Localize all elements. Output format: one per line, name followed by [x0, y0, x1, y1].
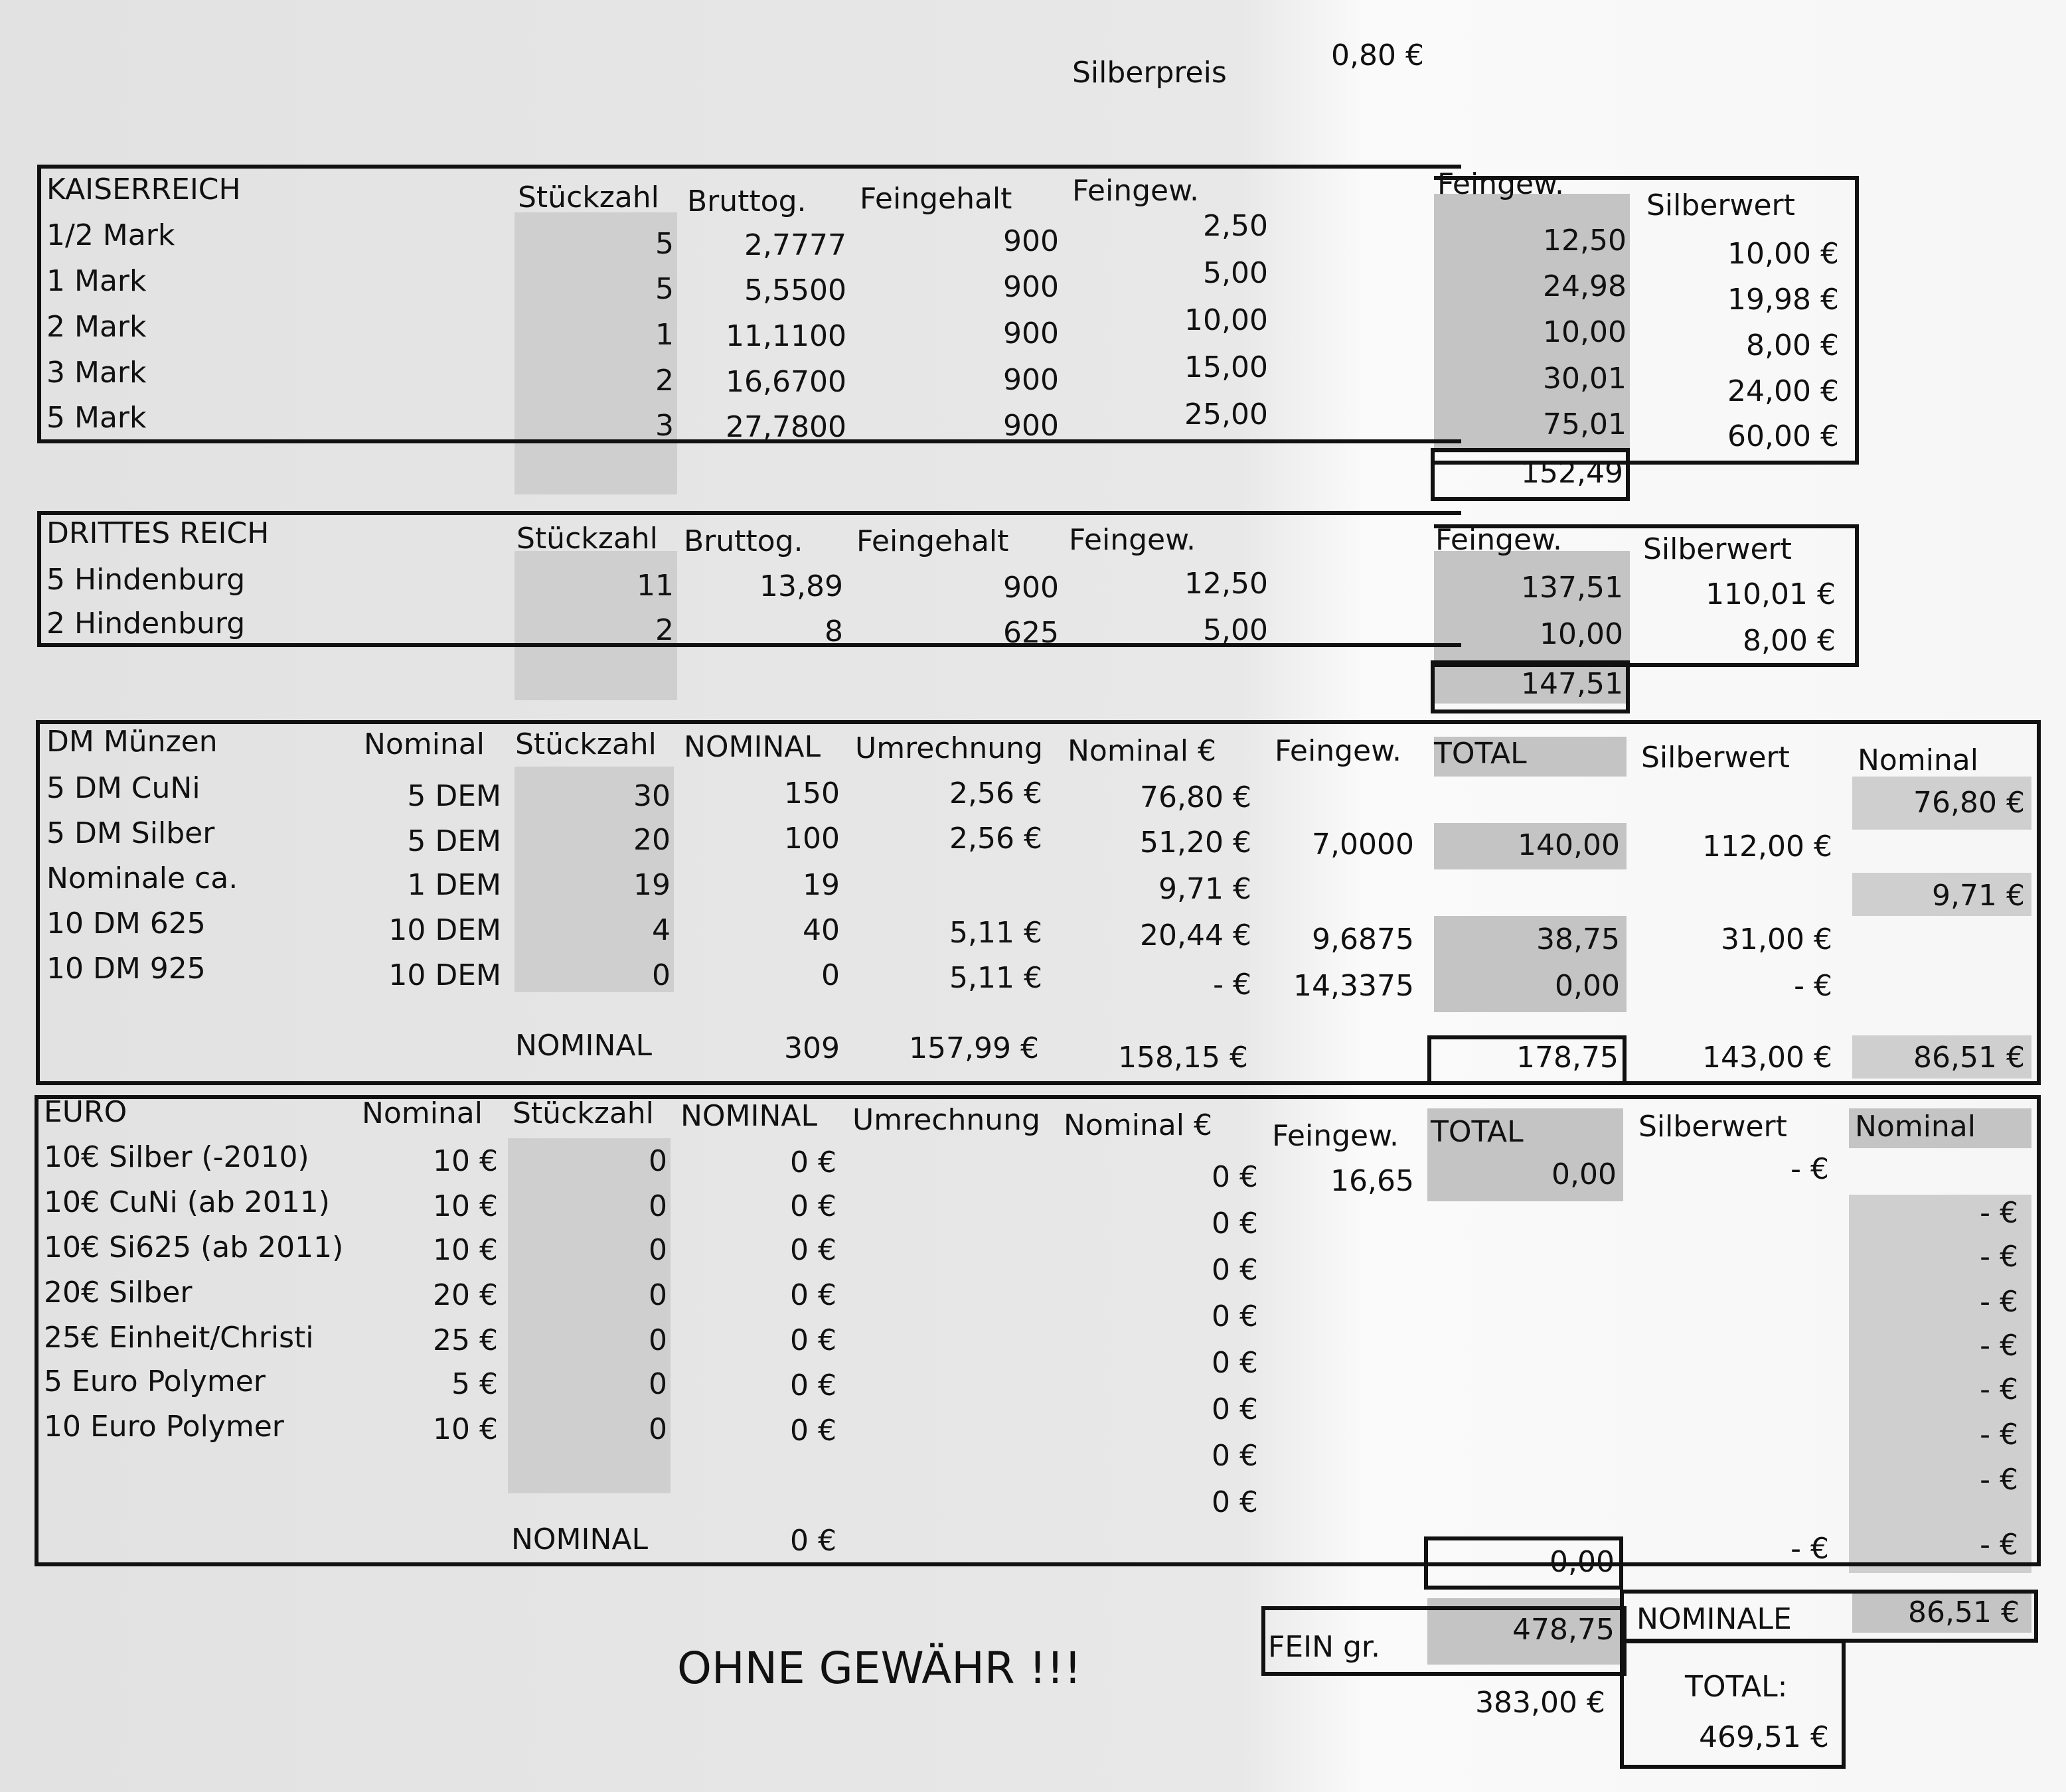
- header-feingew: Feingew.: [1272, 1119, 1399, 1153]
- row-nominal-caps: 150: [784, 777, 840, 810]
- row-name: 20€ Silber: [44, 1276, 193, 1309]
- row-feingew: 14,3375: [1293, 969, 1414, 1003]
- disclaimer: OHNE GEWÄHR !!!: [677, 1643, 1082, 1694]
- row-nominal-caps: 100: [784, 822, 840, 856]
- row-stueckzahl: 0: [649, 1278, 667, 1312]
- row-name: 10 DM 625: [46, 907, 206, 940]
- row-nominal-caps: 0 €: [790, 1369, 836, 1402]
- fein-label: FEIN gr.: [1268, 1630, 1380, 1664]
- header-feingew: Feingew.: [1069, 523, 1196, 557]
- header-stueckzahl: Stückzahl: [516, 522, 658, 556]
- row-feingew: 12,50: [1184, 567, 1268, 601]
- row-nominal: 10 €: [433, 1144, 498, 1178]
- header-nominal: Nominal: [362, 1096, 483, 1130]
- row-bruttog: 13,89: [759, 569, 843, 603]
- euro-footer-total: 0,00: [1550, 1545, 1615, 1579]
- header-stueckzahl: Stückzahl: [513, 1096, 654, 1130]
- row-feingew: 2,50: [1203, 209, 1268, 243]
- header-silberwert: Silberwert: [1641, 741, 1790, 775]
- silver-total-value: 383,00 €: [1475, 1686, 1605, 1720]
- row-feingehalt: 900: [1003, 270, 1059, 304]
- silver-price-label: Silberpreis: [1072, 56, 1227, 90]
- row-nominal: 10 €: [433, 1233, 498, 1267]
- total-value: 469,51 €: [1699, 1720, 1829, 1754]
- row-feingew: 10,00: [1184, 303, 1268, 337]
- dritte-title: DRITTES REICH: [46, 516, 270, 550]
- header-feingew-2: Feingew.: [1437, 167, 1565, 201]
- euro-footer-nominal: 0 €: [790, 1524, 836, 1558]
- header-feingew-2: Feingew.: [1435, 523, 1563, 557]
- row-name: 1/2 Mark: [46, 218, 175, 252]
- total-label: TOTAL:: [1685, 1670, 1788, 1704]
- row-stueckzahl: 0: [652, 958, 671, 992]
- row-feingehalt: 900: [1003, 571, 1059, 605]
- nominale-value: 86,51 €: [1908, 1596, 2020, 1629]
- row-nominal-2: - €: [1980, 1240, 2018, 1274]
- row-nominal-eur: 9,71 €: [1158, 872, 1251, 906]
- row-name: 5 DM Silber: [46, 816, 215, 850]
- row-nominal-2: - €: [1980, 1329, 2018, 1363]
- row-name: 5 DM CuNi: [46, 771, 200, 805]
- row-silberwert: 31,00 €: [1721, 923, 1832, 956]
- row-bruttog: 16,6700: [726, 365, 846, 399]
- row-nominal-caps: 0 €: [790, 1323, 836, 1357]
- row-silberwert: 8,00 €: [1743, 624, 1836, 658]
- euro-extra-nominal-eur-2: 0 €: [1212, 1485, 1258, 1519]
- silver-price-value: 0,80 €: [1331, 38, 1424, 72]
- row-feingew: 5,00: [1203, 256, 1268, 290]
- row-total: 140,00: [1518, 828, 1620, 862]
- row-name: 3 Mark: [46, 356, 147, 390]
- header-nominal: Nominal: [364, 727, 485, 761]
- row-stueckzahl: 2: [655, 613, 674, 647]
- row-nominal-eur: 0 €: [1212, 1300, 1258, 1333]
- row-umrechnung: 2,56 €: [949, 822, 1042, 856]
- dm-footer-umrechnung: 157,99 €: [909, 1031, 1039, 1065]
- row-nominal: 20 €: [433, 1278, 498, 1312]
- row-stueckzahl: 1: [655, 318, 674, 352]
- kaiserreich-title: KAISERREICH: [46, 173, 241, 206]
- dm-footer-nominal: 309: [784, 1031, 840, 1065]
- header-silberwert: Silberwert: [1643, 532, 1792, 566]
- row-stueckzahl: 3: [655, 409, 674, 443]
- row-nominal: 5 DEM: [407, 824, 501, 858]
- dritte-sum: 147,51: [1521, 667, 1623, 701]
- row-stueckzahl: 0: [649, 1323, 667, 1357]
- dm-footer-nominal-eur: 158,15 €: [1118, 1041, 1248, 1075]
- row-stueckzahl: 20: [633, 823, 671, 857]
- row-nominal-eur: 0 €: [1212, 1439, 1258, 1473]
- row-bruttog: 27,7800: [726, 410, 846, 444]
- row-feingew: 15,00: [1184, 350, 1268, 384]
- euro-footer-label: NOMINAL: [511, 1523, 649, 1556]
- row-nominal: 10 DEM: [388, 958, 501, 992]
- row-nominal: 1 DEM: [407, 868, 501, 902]
- row-feingew-2: 75,01: [1543, 408, 1627, 441]
- dm-footer-label: NOMINAL: [515, 1029, 653, 1063]
- row-nominal-eur: 0 €: [1212, 1392, 1258, 1426]
- row-nominal-2: - €: [1980, 1418, 2018, 1452]
- row-name: 10€ Silber (-2010): [44, 1140, 309, 1174]
- row-total: 38,75: [1536, 923, 1620, 956]
- row-feingehalt: 900: [1003, 363, 1059, 397]
- row-name: 10€ CuNi (ab 2011): [44, 1185, 330, 1219]
- row-silberwert: 110,01 €: [1706, 577, 1836, 611]
- euro-footer-nominal-2: - €: [1980, 1528, 2018, 1562]
- row-stueckzahl: 5: [655, 272, 674, 306]
- kaiserreich-sum: 152,49: [1521, 456, 1623, 490]
- row-feingew-2: 137,51: [1521, 571, 1623, 605]
- row-feingew-2: 30,01: [1543, 362, 1627, 396]
- row-nominal-eur: 0 €: [1212, 1160, 1258, 1194]
- row-nominal-caps: 40: [803, 913, 840, 947]
- header-silberwert: Silberwert: [1638, 1110, 1787, 1144]
- row-feingew: 25,00: [1184, 398, 1268, 431]
- row-total: 0,00: [1555, 969, 1620, 1003]
- row-name: 2 Hindenburg: [46, 607, 246, 640]
- row-nominal-2: 76,80 €: [1913, 786, 2025, 820]
- header-nominal-2: Nominal: [1858, 743, 1978, 777]
- row-feingehalt: 625: [1003, 616, 1059, 650]
- header-bruttog: Bruttog.: [684, 524, 803, 558]
- row-nominal-eur: 76,80 €: [1140, 781, 1251, 814]
- header-umrechnung: Umrechnung: [855, 731, 1043, 765]
- row-name: 5 Mark: [46, 401, 147, 435]
- row-stueckzahl: 0: [649, 1144, 667, 1178]
- row-bruttog: 2,7777: [744, 228, 846, 262]
- row-nominal-eur: - €: [1213, 968, 1251, 1002]
- row-umrechnung: 5,11 €: [949, 916, 1042, 950]
- euro-first-total: 0,00: [1551, 1157, 1617, 1191]
- row-nominal-caps: 0: [821, 958, 840, 992]
- header-stueckzahl: Stückzahl: [518, 181, 659, 214]
- row-stueckzahl: 30: [633, 779, 671, 813]
- row-name: Nominale ca.: [46, 861, 238, 895]
- row-feingew-2: 12,50: [1543, 224, 1627, 258]
- row-feingehalt: 900: [1003, 224, 1059, 258]
- row-nominal-2: 9,71 €: [1932, 879, 2025, 913]
- euro-title: EURO: [44, 1095, 127, 1129]
- row-name: 10 DM 925: [46, 952, 206, 986]
- header-bruttog: Bruttog.: [687, 185, 807, 218]
- nominale-label: NOMINALE: [1636, 1602, 1792, 1636]
- header-feingew: Feingew.: [1275, 734, 1402, 768]
- row-nominal-caps: 0 €: [790, 1278, 836, 1312]
- header-umrechnung: Umrechnung: [852, 1103, 1040, 1137]
- row-feingew-2: 10,00: [1540, 617, 1623, 651]
- header-nominal-eur: Nominal €: [1064, 1108, 1212, 1142]
- row-feingehalt: 900: [1003, 409, 1059, 443]
- row-silberwert: 19,98 €: [1727, 283, 1839, 317]
- row-feingew-2: 10,00: [1543, 315, 1627, 349]
- row-stueckzahl: 0: [649, 1412, 667, 1446]
- row-nominal-2: - €: [1980, 1285, 2018, 1319]
- dm-footer-total: 178,75: [1516, 1041, 1619, 1075]
- row-umrechnung: 5,11 €: [949, 961, 1042, 995]
- header-stueckzahl: Stückzahl: [515, 727, 657, 761]
- row-silberwert: 10,00 €: [1727, 237, 1839, 271]
- row-name: 25€ Einheit/Christi: [44, 1321, 314, 1355]
- row-nominal-caps: 0 €: [790, 1414, 836, 1448]
- row-nominal-caps: 0 €: [790, 1146, 836, 1179]
- row-name: 10€ Si625 (ab 2011): [44, 1231, 344, 1264]
- row-nominal: 10 €: [433, 1189, 498, 1223]
- row-nominal-eur: 0 €: [1212, 1207, 1258, 1240]
- row-stueckzahl: 0: [649, 1189, 667, 1223]
- row-nominal-eur: 0 €: [1212, 1253, 1258, 1287]
- header-feingehalt: Feingehalt: [860, 182, 1012, 216]
- row-name: 5 Hindenburg: [46, 563, 246, 597]
- row-nominal-2: - €: [1980, 1373, 2018, 1406]
- row-nominal-eur: 0 €: [1212, 1346, 1258, 1380]
- row-feingew: 7,0000: [1312, 828, 1414, 861]
- header-silberwert: Silberwert: [1646, 188, 1795, 222]
- row-nominal-caps: 0 €: [790, 1233, 836, 1267]
- row-name: 5 Euro Polymer: [44, 1365, 266, 1398]
- header-feingew: Feingew.: [1072, 174, 1200, 208]
- row-name: 2 Mark: [46, 310, 147, 344]
- euro-extra-nominal-2: - €: [1980, 1463, 2018, 1497]
- header-nominal-caps: NOMINAL: [684, 730, 821, 764]
- row-stueckzahl: 19: [633, 868, 671, 902]
- row-bruttog: 11,1100: [726, 319, 846, 353]
- row-name: 10 Euro Polymer: [44, 1410, 284, 1444]
- euro-first-silberwert: - €: [1790, 1152, 1829, 1186]
- euro-footer-silberwert: - €: [1790, 1532, 1829, 1566]
- row-feingehalt: 900: [1003, 317, 1059, 350]
- header-nominal-eur: Nominal €: [1068, 734, 1216, 768]
- row-silberwert: 24,00 €: [1727, 374, 1839, 408]
- row-nominal-caps: 0 €: [790, 1189, 836, 1223]
- row-silberwert: 112,00 €: [1702, 830, 1832, 863]
- row-silberwert: 8,00 €: [1746, 329, 1839, 362]
- row-bruttog: 8: [825, 615, 843, 648]
- dm-footer-silberwert: 143,00 €: [1702, 1041, 1832, 1075]
- header-feingehalt: Feingehalt: [856, 524, 1009, 558]
- row-name: 1 Mark: [46, 264, 147, 298]
- row-stueckzahl: 4: [652, 913, 671, 947]
- header-total: TOTAL: [1431, 1115, 1524, 1149]
- row-stueckzahl: 5: [655, 227, 674, 261]
- row-bruttog: 5,5500: [744, 273, 846, 307]
- header-nominal-caps: NOMINAL: [680, 1099, 818, 1133]
- row-stueckzahl: 0: [649, 1233, 667, 1267]
- row-nominal: 25 €: [433, 1323, 498, 1357]
- row-nominal: 5 DEM: [407, 779, 501, 813]
- row-nominal: 10 DEM: [388, 913, 501, 947]
- row-feingew: 9,6875: [1312, 923, 1414, 956]
- row-nominal-caps: 19: [803, 868, 840, 902]
- row-feingew-2: 24,98: [1543, 269, 1627, 303]
- row-stueckzahl: 2: [655, 364, 674, 398]
- row-stueckzahl: 0: [649, 1367, 667, 1401]
- row-silberwert: - €: [1794, 969, 1832, 1003]
- row-umrechnung: 2,56 €: [949, 777, 1042, 810]
- row-nominal-eur: 20,44 €: [1140, 919, 1251, 952]
- row-silberwert: 60,00 €: [1727, 419, 1839, 453]
- row-nominal-eur: 51,20 €: [1140, 826, 1251, 859]
- row-feingew: 5,00: [1203, 613, 1268, 647]
- row-nominal: 10 €: [433, 1412, 498, 1446]
- header-nominal-2: Nominal: [1855, 1110, 1976, 1144]
- row-nominal: 5 €: [451, 1367, 498, 1401]
- fein-value: 478,75: [1512, 1613, 1615, 1647]
- euro-first-feingew: 16,65: [1330, 1164, 1414, 1198]
- row-nominal-2: - €: [1980, 1196, 2018, 1230]
- row-stueckzahl: 11: [637, 569, 674, 603]
- dm-title: DM Münzen: [46, 725, 218, 759]
- header-total: TOTAL: [1434, 737, 1527, 771]
- dm-footer-nominal-2: 86,51 €: [1913, 1041, 2025, 1075]
